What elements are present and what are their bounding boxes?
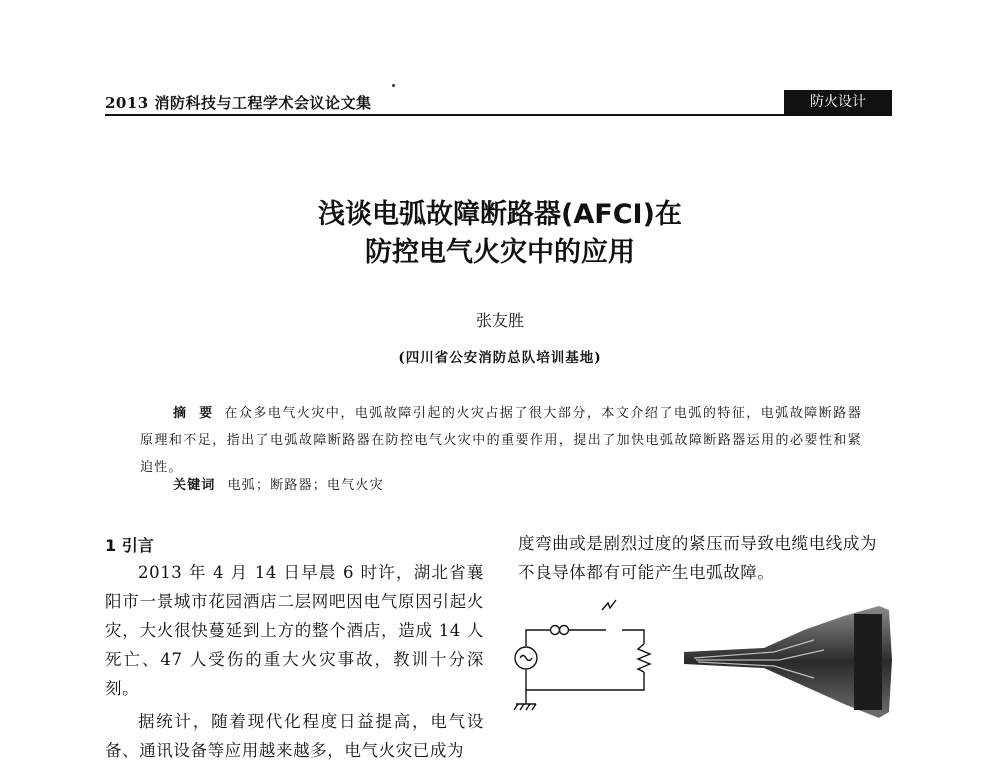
- header-rule: [105, 114, 892, 116]
- abstract-text: 在众多电气火灾中，电弧故障引起的火灾占据了很大部分，本文介绍了电弧的特征，电弧故障断路器原理和不足，指出了电弧故障断路器在防控电气火灾中的重要作用，提出了加快电弧故障断路器运用的必要性和紧迫性。: [140, 406, 862, 475]
- section-heading: 1 引言: [105, 536, 154, 555]
- circuit-wire-bottom: [526, 670, 644, 690]
- author: 张友胜: [475, 311, 524, 330]
- section-tag: 防火设计: [784, 90, 892, 114]
- right-column-text: 度弯曲或是剧烈过度的紧压而导致电缆电线成为不良导体都有可能产生电弧故障。: [518, 534, 878, 582]
- cable-connector: [854, 614, 882, 710]
- paragraph-2: 据统计，随着现代化程度日益提高，电气设备、通讯设备等应用越来越多，电气火灾已成为: [105, 712, 484, 760]
- scan-speck: [392, 84, 395, 87]
- inductor-loop-1: [551, 626, 560, 635]
- affiliation: (四川省公安消防总队培训基地): [398, 350, 602, 366]
- ground-hatch: [514, 704, 536, 710]
- journal-header: 2013 消防科技与工程学术会议论文集: [105, 94, 372, 112]
- keywords: [173, 474, 384, 493]
- abstract: [140, 400, 862, 481]
- right-column: [518, 529, 894, 587]
- circuit-diagram: [510, 592, 670, 722]
- cable-photo: [684, 600, 894, 720]
- resistor-zigzag: [638, 644, 650, 672]
- keywords-text: 电弧；断路器；电气火灾: [227, 478, 384, 493]
- arc-spark-icon: [602, 600, 616, 610]
- left-column: [105, 558, 484, 769]
- abstract-label: 摘 要: [173, 406, 217, 421]
- ac-source-wave: [520, 656, 532, 661]
- circuit-wire-top-right: [622, 630, 644, 644]
- inductor-loop-2: [560, 626, 569, 635]
- circuit-wire-left: [526, 630, 550, 646]
- keywords-label: 关键词: [173, 478, 216, 493]
- title-line-2: 防控电气火灾中的应用: [365, 237, 635, 268]
- title-line-1: 浅谈电弧故障断路器(AFCI)在: [318, 199, 682, 230]
- paragraph-1: 2013 年 4 月 14 日早晨 6 时许，湖北省襄阳市一景城市花园酒店二层网吧因电气原因引起火灾，大火很快蔓延到上方的整个酒店，造成 14 人死亡、47 人受伤的重大火灾事故，教训十分深刻。: [105, 563, 484, 698]
